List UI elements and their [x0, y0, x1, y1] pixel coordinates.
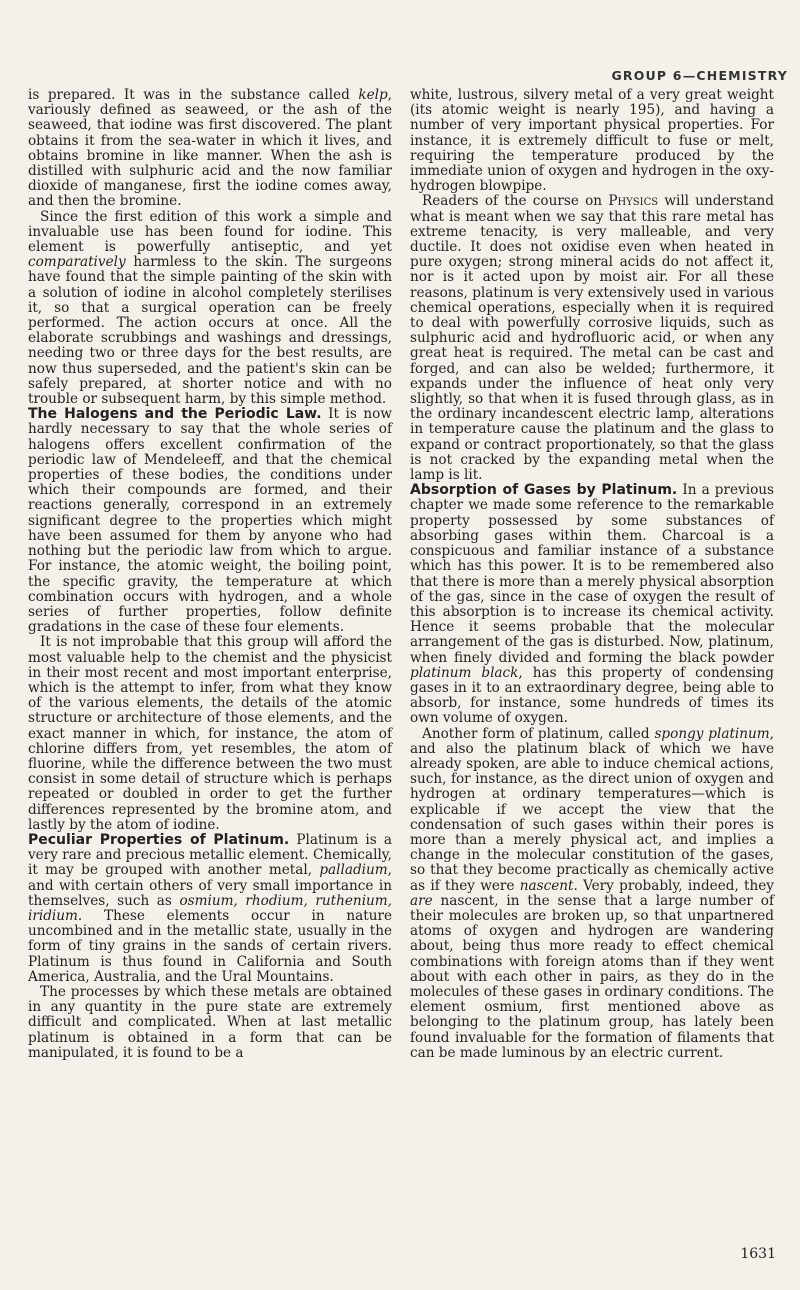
- running-header: GROUP 6—CHEMISTRY: [611, 68, 788, 83]
- page-number: 1631: [740, 1246, 776, 1262]
- section-heading: Absorption of Gases by Platinum.: [410, 482, 678, 499]
- paragraph: white, lustrous, silvery metal of a very great weight (its atomic weight is nearly 195), and having a number of very important physical properties. For instance, it is extremely difficult to fuse or melt, requiring the temperature produced by the immediate union of oxygen and hydrogen in the oxy-hydrogen blowpipe.: [410, 87, 774, 195]
- left-column: [28, 88, 392, 1061]
- section-paragraph: Peculiar Properties of Platinum. Platinum is a very rare and precious metallic element. Chemically, it may be grouped with another metal, palladium, and with certain others of very small importance in themselves, such as osmium, rhodium, ruthenium, iridium. These elements occur in nature uncombined and in the metallic state, usually in the form of tiny grains in the sands of certain rivers. Platinum is thus found in California and South America, Australia, and the Ural Mountains.: [28, 831, 393, 985]
- section-heading: Peculiar Properties of Platinum.: [28, 831, 290, 848]
- section-heading: The Halogens and the Periodic Law.: [28, 406, 322, 423]
- paragraph: is prepared. It was in the substance called kelp, variously defined as seaweed, or the ash of the seaweed, that iodine was first discovered. The plant obtains it from the sea-water in which it lives, and obtains bromine in like manner. When the ash is distilled with sulphuric acid and the now familiar dioxide of manganese, first the iodine comes away, and then the bromine.: [28, 87, 392, 210]
- right-column: [410, 88, 774, 1061]
- paragraph: Another form of platinum, called spongy platinum, and also the platinum black of which we have already spoken, are able to induce chemical actions, such, for instance, as the direct union of oxygen and hydrogen at ordinary temperatures—which is explicable if we accept the view that the condensation of such gases within their pores is more than a merely physical act, and implies a change in the molecular constitution of the gases, so that they become practically as chemically active as if they were nascent. Very probably, indeed, they are nascent, in the sense that a large number of their molecules are broken up, so that unpartnered atoms of oxygen and hydrogen are wandering about, being thus more ready to effect chemical combinations with foreign atoms than if they went about with each other in pairs, as they do in the molecules of these gases in ordinary conditions. The element osmium, first mentioned above as belonging to the platinum group, has lately been found invaluable for the formation of filaments that can be made luminous by an electric current.: [410, 725, 774, 1061]
- paragraph: It is not improbable that this group will afford the most valuable help to the chemist and the physicist in their most recent and most important enterprise, which is the attempt to infer, from what they know of the various elements, the details of the atomic structure or architecture of those elements, and the exact manner in which, for instance, the atom of chlorine differs from, yet resembles, the atom of fluorine, while the difference between the two must consist in some detail of structure which is perhaps repeated or doubled in order to get the further differences represented by the bromine atom, and lastly by the atom of iodine.: [28, 634, 392, 833]
- paragraph: Readers of the course on Physics will understand what is meant when we say that this rare metal has extreme tenacity, is very malleable, and very ductile. It does not oxidise even when heated in pure oxygen; strong mineral acids do not affect it, nor is it acted upon by moist air. For all these reasons, platinum is very extensively used in various chemical operations, especially when it is required to deal with powerfully corrosive liquids, such as sulphuric acid and hydrofluoric acid, or when any great heat is required. The metal can be cast and forged, and can also be welded; furthermore, it expands under the influence of heat only very slightly, so that when it is fused through glass, as in the ordinary incandescent electric lamp, alterations in temperature cause the platinum and the glass to expand or contract proportionately, so that the glass is not cracked by the expanding metal when the lamp is lit.: [410, 193, 775, 484]
- paragraph: Since the first edition of this work a simple and invaluable use has been found for iodine. This element is powerfully antiseptic, and yet comparatively harmless to the skin. The surgeons have found that the simple painting of the skin with a solution of iodine in alcohol completely sterilises it, so that a surgical operation can be freely performed. The action occurs at once. All the elaborate scrubbings and washings and dressings, needing two or three days for the best results, are now thus superseded, and the patient's skin can be safely prepared, at shorter notice and with no trouble or subsequent harm, by this simple method.: [28, 208, 392, 408]
- section-paragraph: The Halogens and the Periodic Law. It is now hardly necessary to say that the whole series of halogens offers excellent confirmation of the periodic law of Mendeleeff, and that the chemical properties of these bodies, the conditions under which their compounds are formed, and their reactions generally, correspond in an extremely significant degree to the properties which might have been assumed for them by anyone who had nothing but the periodic law from which to argue. For instance, the atomic weight, the boiling point, the specific gravity, the temperature at which combination occurs with hydrogen, and a whole series of further properties, follow definite gradations in the case of these four elements.: [28, 406, 392, 636]
- paragraph: The processes by which these metals are obtained in any quantity in the pure state are extremely difficult and complicated. When at last metallic platinum is obtained in a form that can be manipulated, it is found to be a: [28, 983, 392, 1061]
- section-paragraph: Absorption of Gases by Platinum. In a previous chapter we made some reference to the remarkable property possessed by some substances of absorbing gases within them. Charcoal is a conspicuous and familiar instance of a substance which has this power. It is to be remembered also that there is more than a merely physical absorption of the gas, since in the case of oxygen the result of this absorption is to increase its chemical activity. Hence it seems probable that the molecular arrangement of the gas is disturbed. Now, platinum, when finely divided and forming the black powder platinum black, has this property of condensing gases in it to an extraordinary degree, being able to absorb, for instance, some hundreds of times its own volume of oxygen.: [410, 482, 774, 727]
